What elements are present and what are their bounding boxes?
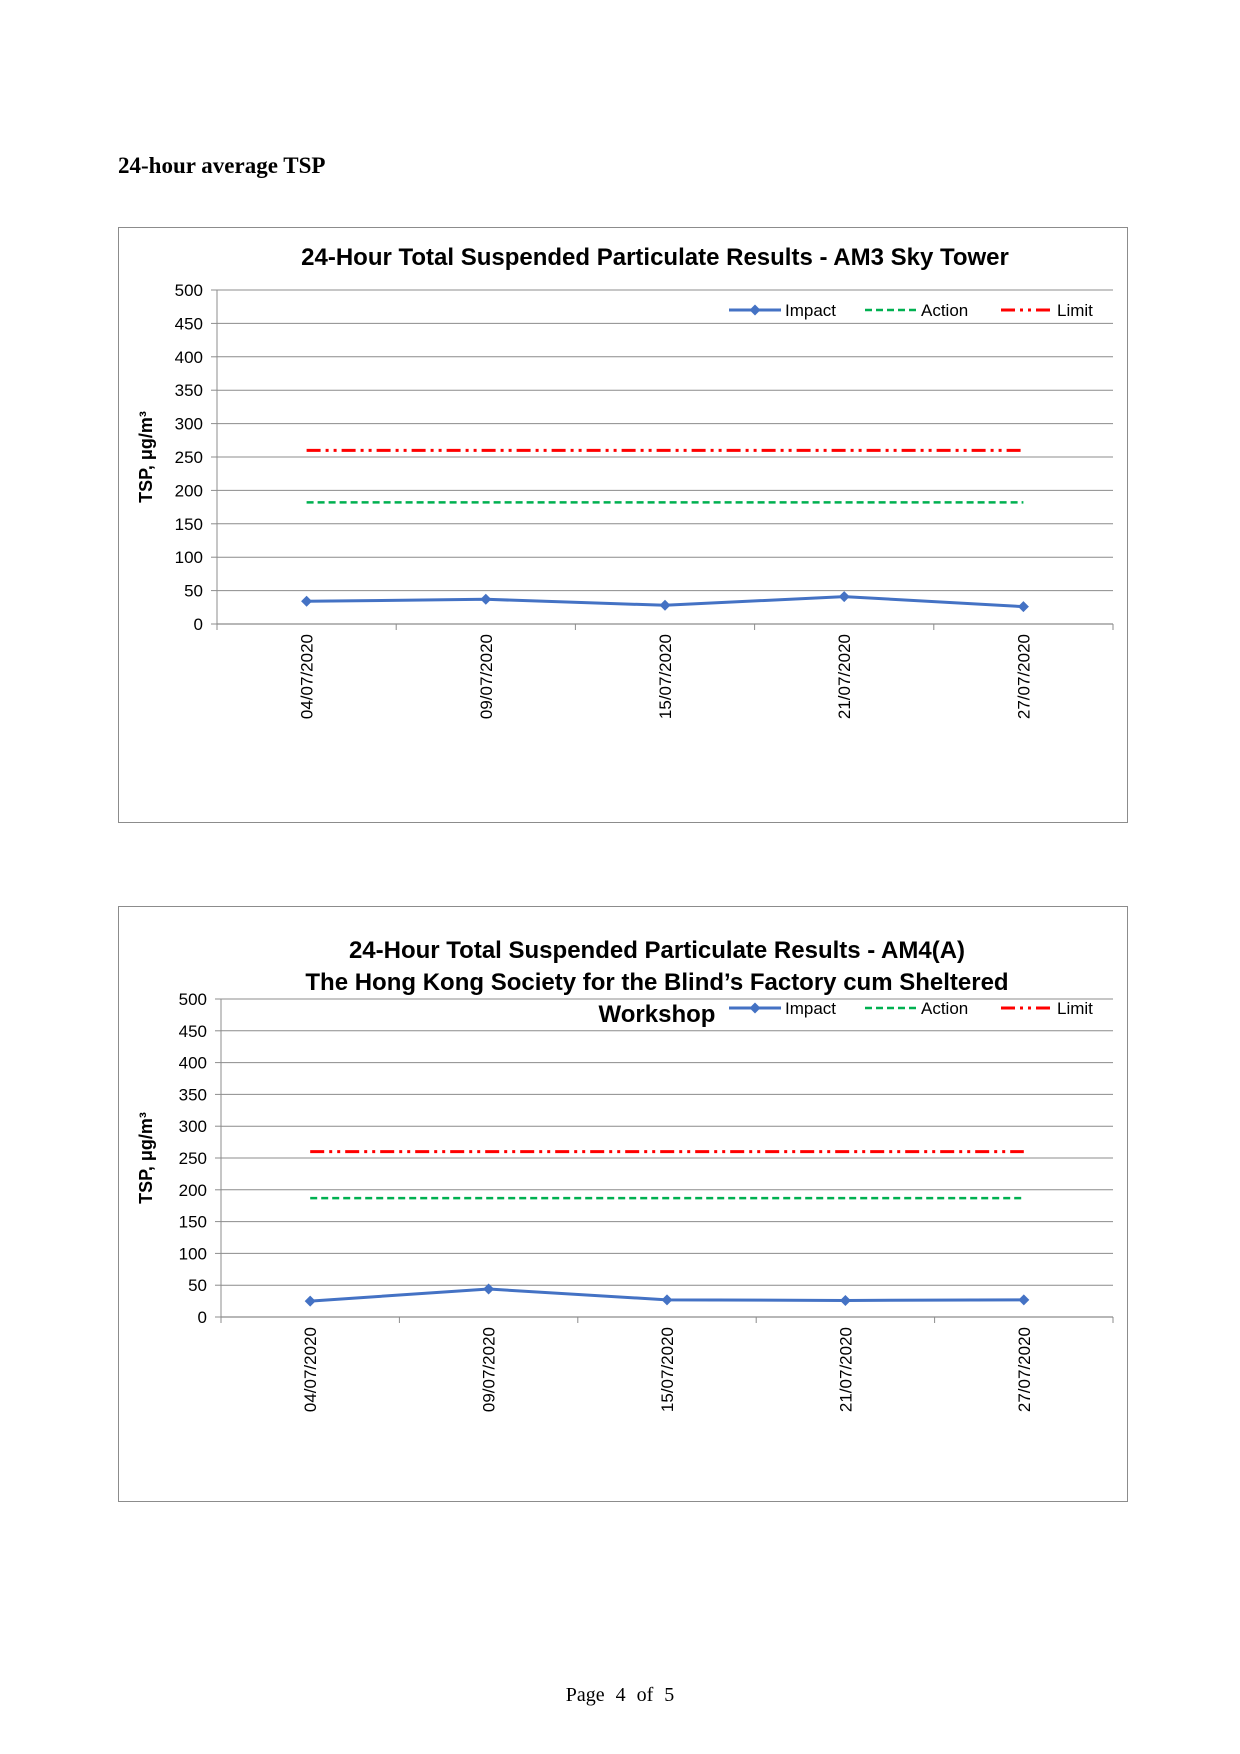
impact-point [301, 596, 312, 607]
x-tick-label: 15/07/2020 [658, 1327, 677, 1413]
impact-point [662, 1294, 673, 1305]
footer-page-word: Page [565, 1684, 605, 1706]
chart-title-line: Workshop [598, 1001, 716, 1028]
x-tick-label: 27/07/2020 [1014, 1327, 1034, 1413]
x-tick-label: 09/07/2020 [479, 1327, 499, 1413]
chart-am4a-blind-society [118, 906, 1128, 1502]
y-tick-label: 300 [174, 414, 203, 434]
y-tick-label: 100 [178, 1244, 207, 1264]
y-axis-label: TSP, μg/m³ [136, 1112, 156, 1204]
y-tick-label: 350 [178, 1085, 207, 1105]
chart-am3-sky-tower [118, 227, 1128, 823]
y-tick-label: 0 [193, 615, 203, 634]
y-tick-label: 100 [174, 548, 203, 568]
impact-point [480, 594, 491, 605]
impact-point [660, 600, 671, 611]
y-tick-label: 50 [184, 581, 203, 601]
footer-current-page: 4 [615, 1684, 626, 1706]
y-tick-label: 250 [178, 1149, 207, 1168]
y-axis-label: TSP, μg/m³ [136, 411, 156, 503]
x-tick-label: 21/07/2020 [835, 634, 855, 720]
chart-title-line: 24-Hour Total Suspended Particulate Results - AM4(A) [348, 937, 966, 964]
y-tick-label: 300 [178, 1117, 207, 1137]
y-tick-label: 400 [178, 1053, 207, 1073]
y-tick-label: 0 [197, 1308, 207, 1327]
x-tick-label: 15/07/2020 [656, 634, 675, 720]
legend-label: Impact [785, 301, 837, 320]
y-tick-label: 500 [174, 281, 203, 300]
x-tick-label: 04/07/2020 [301, 1327, 321, 1413]
y-tick-label: 200 [178, 1180, 207, 1200]
x-tick-label: 04/07/2020 [297, 634, 317, 720]
impact-point [839, 591, 850, 602]
impact-point [1018, 601, 1029, 612]
y-tick-label: 150 [174, 514, 203, 534]
x-tick-label: 21/07/2020 [836, 1327, 856, 1413]
y-tick-label: 50 [188, 1276, 207, 1296]
chart-svg-am4a [119, 907, 1126, 1500]
x-tick-label: 27/07/2020 [1014, 634, 1034, 720]
impact-point [305, 1296, 316, 1307]
page-heading: 24-hour average TSP [118, 153, 326, 178]
footer-of-word: of [636, 1684, 654, 1706]
y-tick-label: 450 [178, 1021, 207, 1041]
y-tick-label: 400 [174, 347, 203, 367]
chart-svg-am3 [119, 228, 1126, 821]
impact-point [840, 1295, 851, 1306]
legend-label: Action [921, 301, 969, 320]
legend-marker-impact [750, 305, 761, 316]
y-tick-label: 250 [174, 448, 203, 467]
y-tick-label: 500 [178, 990, 207, 1009]
footer-total-pages: 5 [664, 1684, 675, 1706]
legend-label: Action [921, 999, 969, 1018]
legend-marker-impact [750, 1003, 761, 1014]
chart-title-line: The Hong Kong Society for the Blind’s Factory cum Sheltered [305, 969, 1009, 996]
x-tick-label: 09/07/2020 [476, 634, 496, 720]
legend-label: Limit [1057, 301, 1093, 320]
impact-point [1018, 1294, 1029, 1305]
y-tick-label: 200 [174, 481, 203, 501]
y-tick-label: 350 [174, 381, 203, 401]
legend-label: Impact [785, 999, 837, 1018]
chart-title-line: 24-Hour Total Suspended Particulate Results - AM3 Sky Tower [301, 244, 1009, 271]
y-tick-label: 150 [178, 1212, 207, 1232]
page-footer [0, 1684, 1240, 1707]
legend-label: Limit [1057, 999, 1093, 1018]
y-tick-label: 450 [174, 314, 203, 334]
